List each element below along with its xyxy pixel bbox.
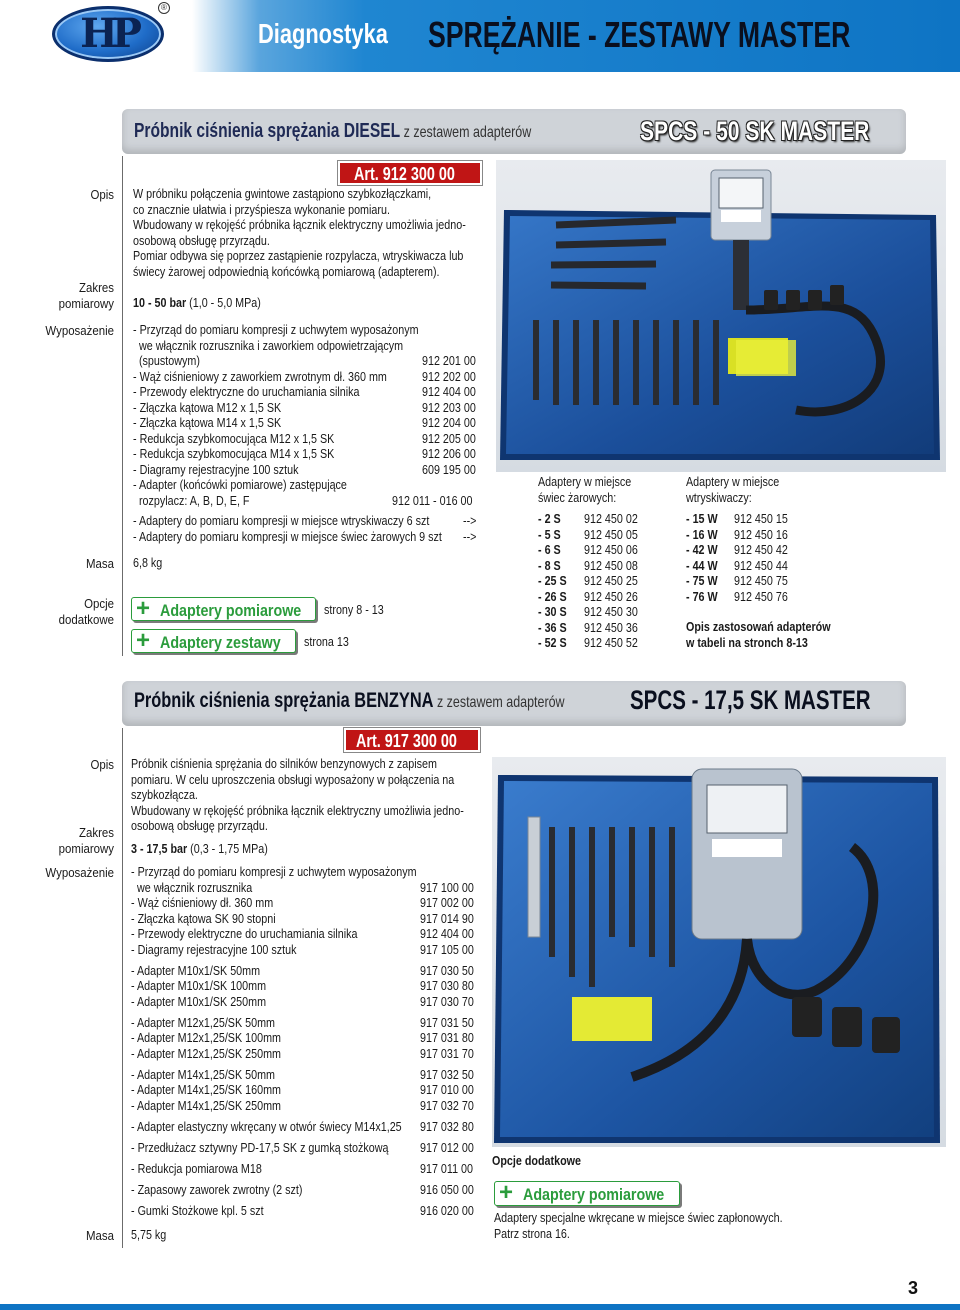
diesel-label-masa: Masa xyxy=(86,556,114,571)
petrol-equip-item-code: 917 002 00 xyxy=(420,896,474,910)
diesel-article-number xyxy=(338,161,482,185)
diesel-equip-item-code: 912 202 00 xyxy=(422,369,476,384)
injector-adapter-size: - 16 W xyxy=(686,527,718,542)
glow-adapter-code: 912 450 25 xyxy=(584,574,638,588)
petrol-equip-item-text: - Adapter M12x1,25/SK 250mm xyxy=(131,1046,281,1061)
petrol-equip-item-code: 917 030 70 xyxy=(420,994,474,1009)
diesel-label-pomiarowy: pomiarowy xyxy=(58,296,114,311)
diesel-desc-line: co znacznie ułatwia i przyśpiesza wykonanie pomiaru. xyxy=(133,202,390,217)
diesel-measuring-range xyxy=(133,296,261,312)
usage-note-line: w tabeli na stronch 8-13 xyxy=(686,635,808,650)
diesel-label-zakres: Zakres xyxy=(79,280,114,295)
petrol-option-measuring-adapters-button[interactable] xyxy=(494,1181,680,1206)
petrol-option-note-line: Adaptery specjalne wkręcane w miejsce świec zapłonowych. xyxy=(494,1211,783,1225)
petrol-range-bold: 3 - 17,5 bar xyxy=(131,842,188,856)
diesel-option-label: Adaptery pomiarowe xyxy=(160,601,302,620)
petrol-equip-item-text: - Adapter M10x1/SK 100mm xyxy=(131,979,267,994)
petrol-equip-item-text: - Diagramy rejestracyjne 100 sztuk xyxy=(131,942,297,957)
glow-adapter-code: 912 450 06 xyxy=(584,543,638,557)
arrow-right-icon: --> xyxy=(463,530,477,544)
diesel-title-main: Próbnik ciśnienia sprężania DIESEL xyxy=(134,120,401,142)
petrol-equip-item-code: 917 010 00 xyxy=(420,1083,474,1098)
diesel-desc-line: Wbudowany w rękojęść próbnika łącznik elektryczny umożliwia jedno- xyxy=(133,218,466,232)
glow-adapter-size: - 52 S xyxy=(538,636,567,650)
petrol-equip-item-code: 917 011 00 xyxy=(420,1162,474,1177)
glow-adapter-code: 912 450 36 xyxy=(584,620,638,635)
diesel-equip-item-text: - Wąż ciśnieniowy z zaworkiem zwrotnym dł. 360 mm xyxy=(133,369,387,384)
petrol-model-name: SPCS - 17,5 SK MASTER xyxy=(630,685,871,715)
diesel-equip-item-code: 912 404 00 xyxy=(422,385,476,399)
petrol-label-masa: Masa xyxy=(86,1228,114,1243)
diesel-equip-item-text: rozpylacz: A, B, D, E, F xyxy=(133,493,250,508)
diesel-equip-item-text: - Redukcja szybkomocująca M12 x 1,5 SK xyxy=(133,431,335,446)
diesel-article-text: Art. 912 300 00 xyxy=(354,164,455,184)
petrol-equip-item-code: 917 032 50 xyxy=(420,1067,474,1082)
petrol-equip-item-text: we włącznik rozrusznika xyxy=(131,880,253,895)
petrol-equip-item-text: - Adapter M14x1,25/SK 250mm xyxy=(131,1098,281,1113)
petrol-option-label: Adaptery pomiarowe xyxy=(523,1185,665,1204)
diesel-range-bold: 10 - 50 bar xyxy=(133,296,187,310)
petrol-equipment-list xyxy=(131,865,491,1225)
diesel-equipment-list xyxy=(133,323,493,513)
petrol-equip-item-text: - Adapter M14x1,25/SK 160mm xyxy=(131,1083,281,1098)
petrol-equip-item-text: - Adapter M10x1/SK 50mm xyxy=(131,963,261,978)
petrol-option-note-line: Patrz strona 16. xyxy=(494,1226,570,1241)
petrol-equip-item-code: 917 031 80 xyxy=(420,1031,474,1046)
petrol-equip-item-code: 917 030 50 xyxy=(420,963,474,978)
petrol-equip-item-text: - Adapter M12x1,25/SK 100mm xyxy=(131,1031,281,1046)
glow-adapter-size: - 26 S xyxy=(538,589,567,604)
diesel-adapter-notes xyxy=(133,514,493,548)
glow-adapter-size: - 25 S xyxy=(538,574,567,588)
glow-adapter-code: 912 450 05 xyxy=(584,527,638,542)
category-label: Diagnostyka xyxy=(258,18,388,49)
diesel-option-page-ref: strony 8 - 13 xyxy=(324,603,384,617)
diesel-label-dodatkowe: dodatkowe xyxy=(58,612,114,627)
registered-trademark-icon: ® xyxy=(158,2,170,14)
diesel-equip-item-text: - Redukcja szybkomocująca M14 x 1,5 SK xyxy=(133,447,335,461)
diesel-glow-plug-adapter-list xyxy=(538,512,688,652)
glow-adapter-size: - 2 S xyxy=(538,512,561,526)
diesel-equip-item-code: 912 205 00 xyxy=(422,431,476,446)
footer-rule xyxy=(0,1304,960,1310)
petrol-label-zakres: Zakres xyxy=(79,825,114,840)
diesel-desc-line: świecy żarowej odpowiednią końcówką pomiarową (adapterem). xyxy=(133,264,440,279)
petrol-measuring-range xyxy=(131,842,268,858)
diesel-equip-item-code: 912 201 00 xyxy=(422,354,476,368)
diesel-product-title xyxy=(134,120,531,143)
diesel-equip-item-code: 912 204 00 xyxy=(422,416,476,430)
petrol-kit-photo xyxy=(492,757,946,1147)
petrol-equip-item-text: - Adapter M10x1/SK 250mm xyxy=(131,994,267,1009)
petrol-equip-item-text: - Wąż ciśnieniowy dł. 360 mm xyxy=(131,896,274,910)
petrol-range-mpa: (0,3 - 1,75 MPa) xyxy=(187,842,268,856)
petrol-desc-line: pomiaru. W celu uproszczenia obsługi wyposażony w połączenia na xyxy=(131,772,455,787)
diesel-equip-item-text: - Złączka kątowa M14 x 1,5 SK xyxy=(133,416,282,430)
diesel-adapter-usage-note xyxy=(686,620,854,651)
petrol-label-wyposazenie: Wyposażenie xyxy=(45,865,114,880)
petrol-equip-item-code: 917 100 00 xyxy=(420,880,474,895)
diesel-equip-item-code: 609 195 00 xyxy=(422,462,476,477)
petrol-label-pomiarowy: pomiarowy xyxy=(58,841,114,856)
petrol-label-opis: Opis xyxy=(90,757,114,772)
petrol-article-number xyxy=(344,728,480,752)
diesel-option-page-ref: strona 13 xyxy=(304,635,349,649)
injector-adapter-size: - 75 W xyxy=(686,574,718,588)
injector-adapter-code: 912 450 42 xyxy=(734,543,788,557)
petrol-equip-item-text: - Zapasowy zaworek zwrotny (2 szt) xyxy=(131,1183,303,1198)
page-number: 3 xyxy=(908,1278,919,1298)
glow-adapter-code: 912 450 26 xyxy=(584,589,638,604)
diesel-label-opcje: Opcje xyxy=(84,596,114,611)
logo-lettering: HP xyxy=(80,10,136,57)
diesel-injector-adapter-list xyxy=(686,512,836,607)
petrol-equip-item-text: - Redukcja pomiarowa M18 xyxy=(131,1162,262,1177)
petrol-desc-line: Wbudowany w rękojęść próbnika łącznik elektryczny umożliwia jedno- xyxy=(131,803,464,818)
diesel-adapter-note: - Adaptery do pomiaru kompresji w miejsce świec żarowych 9 szt xyxy=(133,530,442,544)
injector-adapter-code: 912 450 76 xyxy=(734,589,788,604)
glow-adapter-size: - 36 S xyxy=(538,620,567,635)
plus-icon: + xyxy=(136,597,151,621)
diesel-adapter-note: - Adaptery do pomiaru kompresji w miejsce wtryskiwaczy 6 szt xyxy=(133,514,430,528)
petrol-equip-item-code: 917 012 00 xyxy=(420,1141,474,1155)
diesel-equip-item-text: - Złączka kątowa M12 x 1,5 SK xyxy=(133,400,282,415)
petrol-product-title xyxy=(134,689,565,713)
petrol-title-main: Próbnik ciśnienia sprężania BENZYNA xyxy=(134,689,434,712)
glow-adapter-code: 912 450 30 xyxy=(584,605,638,619)
glow-adapter-code: 912 450 02 xyxy=(584,512,638,526)
injector-adapter-size: - 44 W xyxy=(686,558,718,573)
diesel-desc-line: W próbniku połączenia gwintowe zastąpiono szybkozłączkami, xyxy=(133,187,432,201)
glow-adapter-size: - 8 S xyxy=(538,558,561,573)
diesel-title-tail: z zestawem adapterów xyxy=(400,124,532,141)
diesel-label-wyposazenie: Wyposażenie xyxy=(45,323,114,338)
diesel-option-adapter-sets-button[interactable] xyxy=(131,629,296,653)
diesel-left-rule xyxy=(122,156,123,656)
page-title: SPRĘŻANIE - ZESTAWY MASTER xyxy=(428,14,851,55)
petrol-equip-item-code: 912 404 00 xyxy=(420,927,474,941)
injector-adapter-code: 912 450 16 xyxy=(734,527,788,542)
diesel-option-measuring-adapters-button[interactable] xyxy=(131,597,316,621)
diesel-equip-item-text: - Adapter (końcówki pomiarowe) zastępujące xyxy=(133,478,347,492)
diesel-equip-item-code: 912 203 00 xyxy=(422,400,476,415)
diesel-equip-item-text: - Przyrząd do pomiaru kompresji z uchwytem wyposażonym xyxy=(133,323,419,337)
glow-heading-line: Adaptery w miejsce xyxy=(538,475,632,489)
petrol-equip-item-code: 917 032 70 xyxy=(420,1098,474,1113)
diesel-range-mpa: (1,0 - 5,0 MPa) xyxy=(186,296,261,310)
petrol-equip-item-text: - Przewody elektryczne do uruchamiania silnika xyxy=(131,927,358,941)
petrol-equip-item-code: 917 031 50 xyxy=(420,1015,474,1030)
petrol-option-note xyxy=(494,1211,830,1242)
petrol-equip-item-text: - Adapter elastyczny wkręcany w otwór świecy M14x1,25 xyxy=(131,1119,402,1134)
glow-adapter-size: - 6 S xyxy=(538,543,561,557)
diesel-desc-line: osobową obsługę przyrządu. xyxy=(133,233,270,248)
diesel-label-opis: Opis xyxy=(90,187,114,202)
petrol-desc-line: Próbnik ciśnienia sprężania do silników benzynowych z zapisem xyxy=(131,757,437,771)
petrol-title-tail: z zestawem adapterów xyxy=(433,694,565,711)
petrol-options-heading: Opcje dodatkowe xyxy=(492,1154,582,1168)
petrol-equip-item-text: - Przyrząd do pomiaru kompresji z uchwytem wyposażonym xyxy=(131,865,417,879)
petrol-desc-line: szybkozłącza. xyxy=(131,788,198,802)
glow-adapter-code: 912 450 52 xyxy=(584,636,638,650)
diesel-equip-item-code: 912 011 - 016 00 xyxy=(392,493,473,508)
petrol-equip-item-text: - Adapter M14x1,25/SK 50mm xyxy=(131,1067,276,1082)
petrol-kit-illustration xyxy=(492,757,946,1147)
glow-heading-line: świec żarowych: xyxy=(538,490,617,505)
diesel-equip-item-text: we włącznik rozrusznika i zaworkiem odpowietrzającym xyxy=(133,338,404,353)
petrol-equip-item-text: - Adapter M12x1,25/SK 50mm xyxy=(131,1015,276,1030)
plus-icon: + xyxy=(136,629,151,653)
injector-adapter-size: - 42 W xyxy=(686,543,718,557)
injector-adapter-code: 912 450 44 xyxy=(734,558,788,573)
diesel-desc-line: Pomiar odbywa się poprzez zastąpienie rozpylacza, wtryskiwacza lub xyxy=(133,249,464,263)
diesel-kit-photo xyxy=(496,160,946,472)
glow-adapter-size: - 5 S xyxy=(538,527,561,542)
injector-adapter-size: - 15 W xyxy=(686,512,718,526)
petrol-equip-item-code: 916 050 00 xyxy=(420,1183,474,1198)
arrow-right-icon: --> xyxy=(463,514,477,528)
petrol-equip-item-code: 916 020 00 xyxy=(420,1204,474,1219)
diesel-kit-illustration xyxy=(496,160,946,472)
diesel-glow-plug-adapter-heading xyxy=(538,475,646,506)
diesel-injector-adapter-heading xyxy=(686,475,794,506)
petrol-mass-value: 5,75 kg xyxy=(131,1228,167,1242)
petrol-equip-item-text: - Przedłużacz sztywny PD-17,5 SK z gumką stożkową xyxy=(131,1141,389,1155)
diesel-mass-value: 6,8 kg xyxy=(133,556,163,570)
diesel-equip-item-text: - Diagramy rejestracyjne 100 sztuk xyxy=(133,462,299,477)
injector-adapter-code: 912 450 75 xyxy=(734,574,788,588)
injector-adapter-size: - 76 W xyxy=(686,589,718,604)
petrol-equip-item-code: 917 032 80 xyxy=(420,1119,474,1134)
plus-icon: + xyxy=(499,1181,514,1206)
petrol-equip-item-text: - Gumki Stożkowe kpl. 5 szt xyxy=(131,1204,264,1219)
diesel-equip-item-text: (spustowym) xyxy=(133,354,200,368)
diesel-equip-item-code: 912 206 00 xyxy=(422,447,476,461)
petrol-left-rule xyxy=(122,728,123,1248)
injector-adapter-code: 912 450 15 xyxy=(734,512,788,526)
petrol-article-text: Art. 917 300 00 xyxy=(356,731,457,751)
diesel-option-label: Adaptery zestawy xyxy=(160,633,281,652)
diesel-description xyxy=(133,187,520,280)
petrol-equip-item-code: 917 014 90 xyxy=(420,911,474,926)
glow-adapter-size: - 30 S xyxy=(538,605,567,619)
petrol-desc-line: osobową obsługę przyrządu. xyxy=(131,819,268,833)
petrol-equip-item-code: 917 031 70 xyxy=(420,1046,474,1061)
usage-note-line: Opis zastosowań adapterów xyxy=(686,620,831,634)
petrol-equip-item-code: 917 105 00 xyxy=(420,942,474,957)
injector-heading-line: Adaptery w miejsce xyxy=(686,475,780,489)
petrol-equip-item-code: 917 030 80 xyxy=(420,979,474,994)
petrol-description xyxy=(131,757,518,835)
diesel-equip-item-text: - Przewody elektryczne do uruchamiania silnika xyxy=(133,385,360,399)
glow-adapter-code: 912 450 08 xyxy=(584,558,638,573)
injector-heading-line: wtryskiwaczy: xyxy=(686,490,752,505)
petrol-equip-item-text: - Złączka kątowa SK 90 stopni xyxy=(131,911,276,926)
diesel-model-name: SPCS - 50 SK MASTER xyxy=(640,116,870,146)
